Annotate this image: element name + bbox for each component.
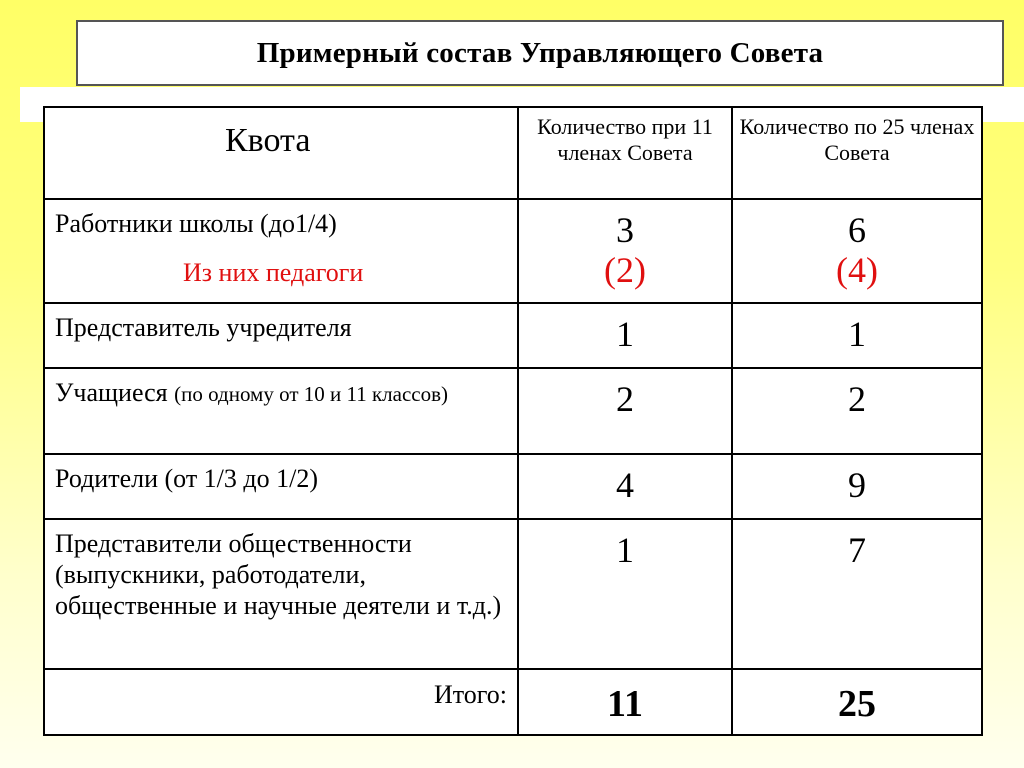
value-11: 1: [518, 303, 732, 368]
row-sublabel: Из них педагоги: [183, 258, 364, 287]
table-total-row: [44, 669, 982, 735]
header-count-25: Количество по 25 членах Совета: [732, 107, 982, 199]
value-cell-25: [732, 199, 982, 303]
value-11: 1: [518, 519, 732, 669]
value-11: 3: [616, 210, 634, 250]
table-row: [44, 368, 982, 454]
row-label-cell: [44, 199, 518, 303]
value-11-sub: (2): [604, 250, 646, 290]
value-25: 7: [732, 519, 982, 669]
row-label: Родители (от 1/3 до 1/2): [44, 454, 518, 519]
page-title: Примерный состав Управляющего Совета: [256, 36, 824, 69]
table-row: [44, 519, 982, 669]
row-label: Учащиеся: [55, 378, 168, 407]
row-label: Представитель учредителя: [44, 303, 518, 368]
value-25: 1: [732, 303, 982, 368]
value-25: 9: [732, 454, 982, 519]
table-header-row: [44, 107, 982, 199]
row-label: Работники школы (до1/4): [55, 209, 337, 238]
row-label-cell: [44, 368, 518, 454]
row-label: Представители общественности (выпускники, работодатели, общественные и научные деятели и т.д.): [44, 519, 518, 669]
row-note: (по одному от 10 и 11 классов): [174, 382, 449, 406]
value-11: 4: [518, 454, 732, 519]
header-quota: Квота: [44, 107, 518, 199]
title-box: [76, 20, 1004, 86]
total-11: 11: [518, 669, 732, 735]
table-row: [44, 454, 982, 519]
value-25: 6: [848, 210, 866, 250]
value-cell-11: [518, 199, 732, 303]
header-count-11: Количество при 11 членах Совета: [518, 107, 732, 199]
value-25: 2: [732, 368, 982, 454]
table-row: [44, 199, 982, 303]
value-11: 2: [518, 368, 732, 454]
value-25-sub: (4): [836, 250, 878, 290]
total-25: 25: [732, 669, 982, 735]
quota-table: [43, 106, 983, 736]
table-row: [44, 303, 982, 368]
total-label: Итого:: [44, 669, 518, 735]
